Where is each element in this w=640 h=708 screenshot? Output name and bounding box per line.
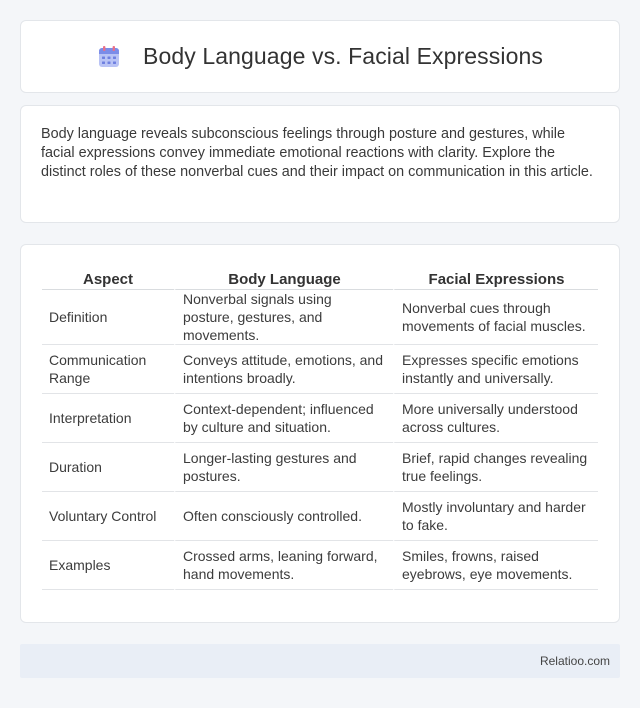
row-body-language: Context-dependent; influenced by culture and situation. — [174, 394, 393, 443]
row-body-language: Often consciously controlled. — [174, 492, 393, 541]
row-aspect: Definition — [42, 290, 174, 345]
row-facial-expressions: Nonverbal cues through movements of facial muscles. — [393, 290, 598, 345]
intro-text: Body language reveals subconscious feelings through posture and gestures, while facial expressions convey immediate emotional reactions with clarity. Explore the distinct roles of these nonverbal cues and their impact on communication in this article. — [41, 126, 593, 180]
table-row — [42, 290, 598, 345]
header-facial-expressions: Facial Expressions — [393, 265, 598, 290]
row-aspect: Communication Range — [42, 345, 174, 394]
table-row — [42, 443, 598, 492]
footer-brand: Relatioo.com — [539, 654, 610, 668]
row-facial-expressions: Brief, rapid changes revealing true feelings. — [393, 443, 598, 492]
intro-card — [20, 105, 620, 223]
row-aspect: Voluntary Control — [42, 492, 174, 541]
header-body-language: Body Language — [174, 265, 393, 290]
row-facial-expressions: Mostly involuntary and harder to fake. — [393, 492, 598, 541]
row-aspect: Interpretation — [42, 394, 174, 443]
calendar-icon — [97, 45, 121, 69]
row-aspect: Examples — [42, 541, 174, 590]
table-row — [42, 541, 598, 590]
title-card — [20, 20, 620, 93]
header-aspect: Aspect — [42, 265, 174, 290]
table-row — [42, 345, 598, 394]
row-body-language: Longer-lasting gestures and postures. — [174, 443, 393, 492]
row-body-language: Crossed arms, leaning forward, hand movements. — [174, 541, 393, 590]
row-aspect: Duration — [42, 443, 174, 492]
row-facial-expressions: Smiles, frowns, raised eyebrows, eye movements. — [393, 541, 598, 590]
row-facial-expressions: Expresses specific emotions instantly and universally. — [393, 345, 598, 394]
table-row — [42, 394, 598, 443]
table-row — [42, 492, 598, 541]
row-body-language: Nonverbal signals using posture, gestures, and movements. — [174, 290, 393, 345]
row-body-language: Conveys attitude, emotions, and intentions broadly. — [174, 345, 393, 394]
comparison-card — [20, 244, 620, 623]
footer — [20, 644, 620, 678]
comparison-table — [42, 265, 598, 590]
page-title: Body Language vs. Facial Expressions — [143, 43, 543, 69]
row-facial-expressions: More universally understood across cultures. — [393, 394, 598, 443]
table-header-row — [42, 265, 598, 290]
